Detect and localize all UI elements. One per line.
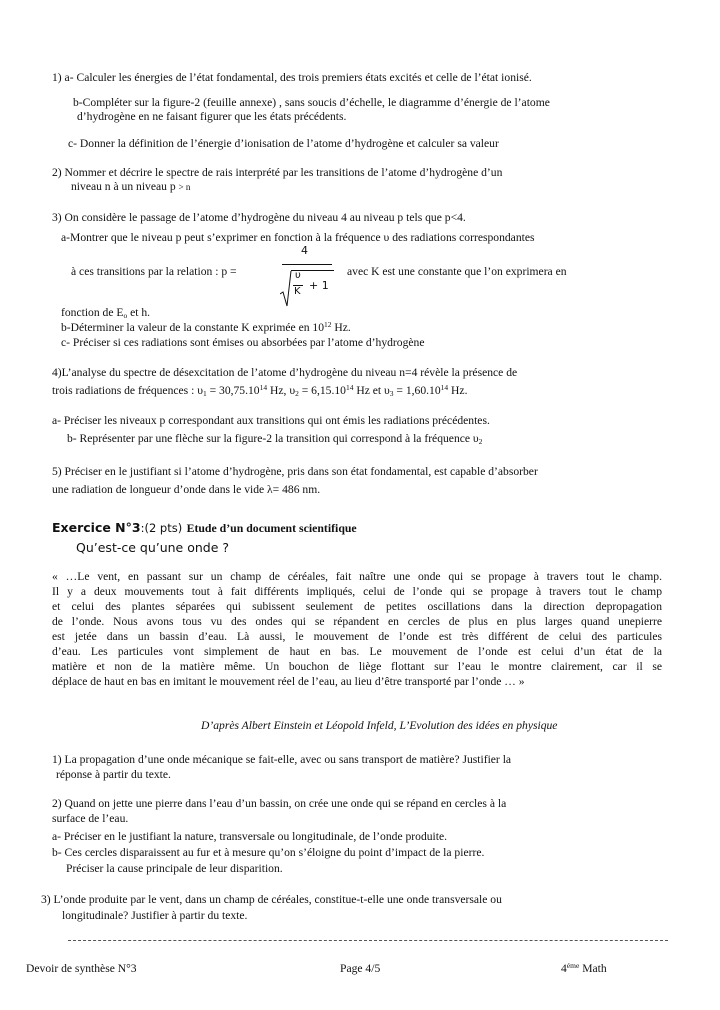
q4-sub-3: 3 bbox=[389, 389, 394, 398]
q4-exp-1: 14 bbox=[259, 383, 268, 392]
q4-b-text: b- Représenter par une flèche sur la figure-2 la transition qui correspond à la fréquence υ bbox=[67, 432, 479, 445]
ex3-q3-line1: 3) L’onde produite par le vent, dans un champ de céréales, constitue-t-elle une onde transversale ou bbox=[41, 893, 502, 906]
ex3-q2-b-line2: Préciser la cause principale de leur disparition. bbox=[66, 862, 283, 875]
passage-line-1: « …Le vent, en passant sur un champ de céréales, fait naître une onde qui se propage à travers tout le champ. bbox=[52, 570, 662, 583]
footer-right-sup: éme bbox=[566, 961, 580, 970]
q4-exp-2: 14 bbox=[345, 383, 354, 392]
ex3-q2-a: a- Préciser en le justifiant la nature, transversale ou longitudinale, de l’onde produite. bbox=[52, 830, 448, 843]
q3-a-line: a-Montrer que le niveau p peut s’exprimer en fonction à la fréquence υ des radiations correspondantes bbox=[61, 231, 535, 244]
q4-text-4: Hz. bbox=[448, 384, 468, 397]
q3-b bbox=[61, 321, 351, 335]
citation: D’après Albert Einstein et Léopold Infeld, L’Evolution des idées en physique bbox=[201, 719, 558, 732]
exercise-3-topic: Etude d’un document scientifique bbox=[186, 521, 357, 535]
q4-sub-1: 1 bbox=[202, 389, 207, 398]
q4-val-1: = 30,75.10 bbox=[206, 384, 260, 397]
q4-text-1: trois radiations de fréquences : υ bbox=[52, 384, 203, 397]
ex3-q3-line2: longitudinale? Justifier à partir du texte. bbox=[62, 909, 248, 922]
q3-line4-text: fonction de E bbox=[61, 306, 124, 319]
q3-b-exponent: 12 bbox=[324, 320, 332, 329]
q3-formula-prefix: à ces transitions par la relation : p = bbox=[71, 265, 237, 278]
radical-sign bbox=[280, 270, 292, 308]
plus-one: + 1 bbox=[309, 279, 329, 292]
passage-line-2: Il y a deux mouvements tout à fait différents impliqués, celui de l’onde qui se propage à travers tout le champ bbox=[52, 585, 662, 598]
q1-c: c- Donner la définition de l’énergie d’ionisation de l’atome d’hydrogène et calculer sa valeur bbox=[68, 137, 499, 150]
q4-text-2: Hz, υ bbox=[267, 384, 296, 397]
q4-line2 bbox=[52, 384, 467, 398]
q1-b-line1: b-Compléter sur la figure-2 (feuille annexe) , sans soucis d’échelle, le diagramme d’énergie de l’atome bbox=[73, 96, 550, 109]
q3-line4-end: et h. bbox=[127, 306, 151, 319]
q5-line2: une radiation de longueur d’onde dans le vide λ= 486 nm. bbox=[52, 483, 321, 496]
q4-val-3: = 1,60.10 bbox=[393, 384, 441, 397]
q3-line4 bbox=[61, 306, 150, 320]
q4-b bbox=[67, 432, 482, 446]
ex3-q1-line1: 1) La propagation d’une onde mécanique se fait-elle, avec ou sans transport de matière? Justifier la bbox=[52, 753, 512, 766]
footer-page: Page 4/5 bbox=[340, 962, 381, 975]
footer-divider bbox=[68, 940, 668, 941]
footer-right-word: Math bbox=[579, 962, 607, 975]
footer-left: Devoir de synthèse N°3 bbox=[26, 962, 137, 975]
q3-b-unit: Hz. bbox=[331, 321, 351, 334]
q2-line2 bbox=[71, 180, 190, 194]
fraction-bar bbox=[282, 264, 332, 265]
q2-line2-text: niveau n à un niveau p bbox=[71, 180, 176, 193]
exercise-3-points: :(2 pts) bbox=[140, 521, 183, 535]
q5-line1: 5) Préciser en le justifiant si l’atome d’hydrogène, pris dans son état fondamental, est capable d’absorber bbox=[52, 465, 538, 478]
q2-line2-suffix: > n bbox=[178, 182, 191, 192]
passage-line-7: matière et non de la matière même. Un bouchon de liège flottant sur l’eau le montre clairement, car il se bbox=[52, 660, 662, 673]
e0-subscript: o bbox=[123, 311, 128, 320]
q3-line1: 3) On considère le passage de l’atome d’hydrogène du niveau 4 au niveau p tels que p<4. bbox=[52, 211, 466, 224]
q1-b-line2: d’hydrogène en ne faisant figurer que les états précédents. bbox=[77, 110, 347, 123]
q4-text-3: Hz et υ bbox=[353, 384, 390, 397]
formula-numerator: 4 bbox=[301, 244, 308, 257]
exercise-3-subtitle: Qu’est-ce qu’une onde ? bbox=[76, 540, 230, 555]
q3-c: c- Préciser si ces radiations sont émises ou absorbées par l’atome d’hydrogène bbox=[61, 336, 425, 349]
ex3-q2-b-line1: b- Ces cercles disparaissent au fur et à mesure qu’on s’éloigne du point d’impact de la pierre. bbox=[52, 846, 485, 859]
k-symbol: K bbox=[294, 286, 301, 297]
q4-val-2: = 6,15.10 bbox=[298, 384, 346, 397]
exercise-3-title: Exercice N°3 bbox=[52, 520, 141, 535]
ex3-q1-line2: réponse à partir du texte. bbox=[56, 768, 171, 781]
ex3-q2-line2: surface de l’eau. bbox=[52, 812, 129, 825]
passage-line-4: de l’onde. Nous avons tous vu des ondes qui se répandent en cercles de plus en plus larges quand unepierre bbox=[52, 615, 662, 628]
q3-b-text: b-Déterminer la valeur de la constante K exprimée en 10 bbox=[61, 321, 324, 334]
ex3-q2-line1: 2) Quand on jette une pierre dans l’eau d’un bassin, on crée une onde qui se répand en cercles à la bbox=[52, 797, 507, 810]
q4-exp-3: 14 bbox=[440, 383, 449, 392]
q4-sub-2: 2 bbox=[295, 389, 299, 398]
passage-line-3: et celui des plantes séparées qui subissent seulement de petites oscillations dans la direction depropagation bbox=[52, 600, 662, 613]
q4-b-subscript: 2 bbox=[478, 437, 483, 446]
upsilon-symbol: υ bbox=[295, 270, 301, 281]
passage-line-6: d’eau. Les particules vont simplement de haut en bas. Le mouvement de l’onde est celui d’un état de la bbox=[52, 645, 662, 658]
q1-a: 1) a- Calculer les énergies de l’état fondamental, des trois premiers états excités et celle de l’état ionisé. bbox=[52, 71, 532, 84]
passage-line-8: déplace de haut en bas en imitant le mouvement réel de l’eau, au lieu d’être transporté par l’onde … » bbox=[52, 675, 525, 688]
passage-line-5: est jetée dans un bassin d’eau. Là aussi, le mouvement de l’onde est très différent de celui des particules bbox=[52, 630, 662, 643]
q2-line1: 2) Nommer et décrire le spectre de rais interprété par les transitions de l’atome d’hydrogène d’un bbox=[52, 166, 503, 179]
q4-a: a- Préciser les niveaux p correspondant aux transitions qui ont émis les radiations précédentes. bbox=[52, 414, 490, 427]
footer-right-num: 4 bbox=[561, 962, 567, 975]
exercise-3-heading bbox=[52, 520, 357, 536]
q4-line1: 4)L’analyse du spectre de désexcitation de l’atome d’hydrogène du niveau n=4 révèle la présence de bbox=[52, 366, 518, 379]
q3-formula-suffix: avec K est une constante que l’on exprimera en bbox=[347, 265, 567, 278]
footer-right bbox=[561, 962, 607, 975]
